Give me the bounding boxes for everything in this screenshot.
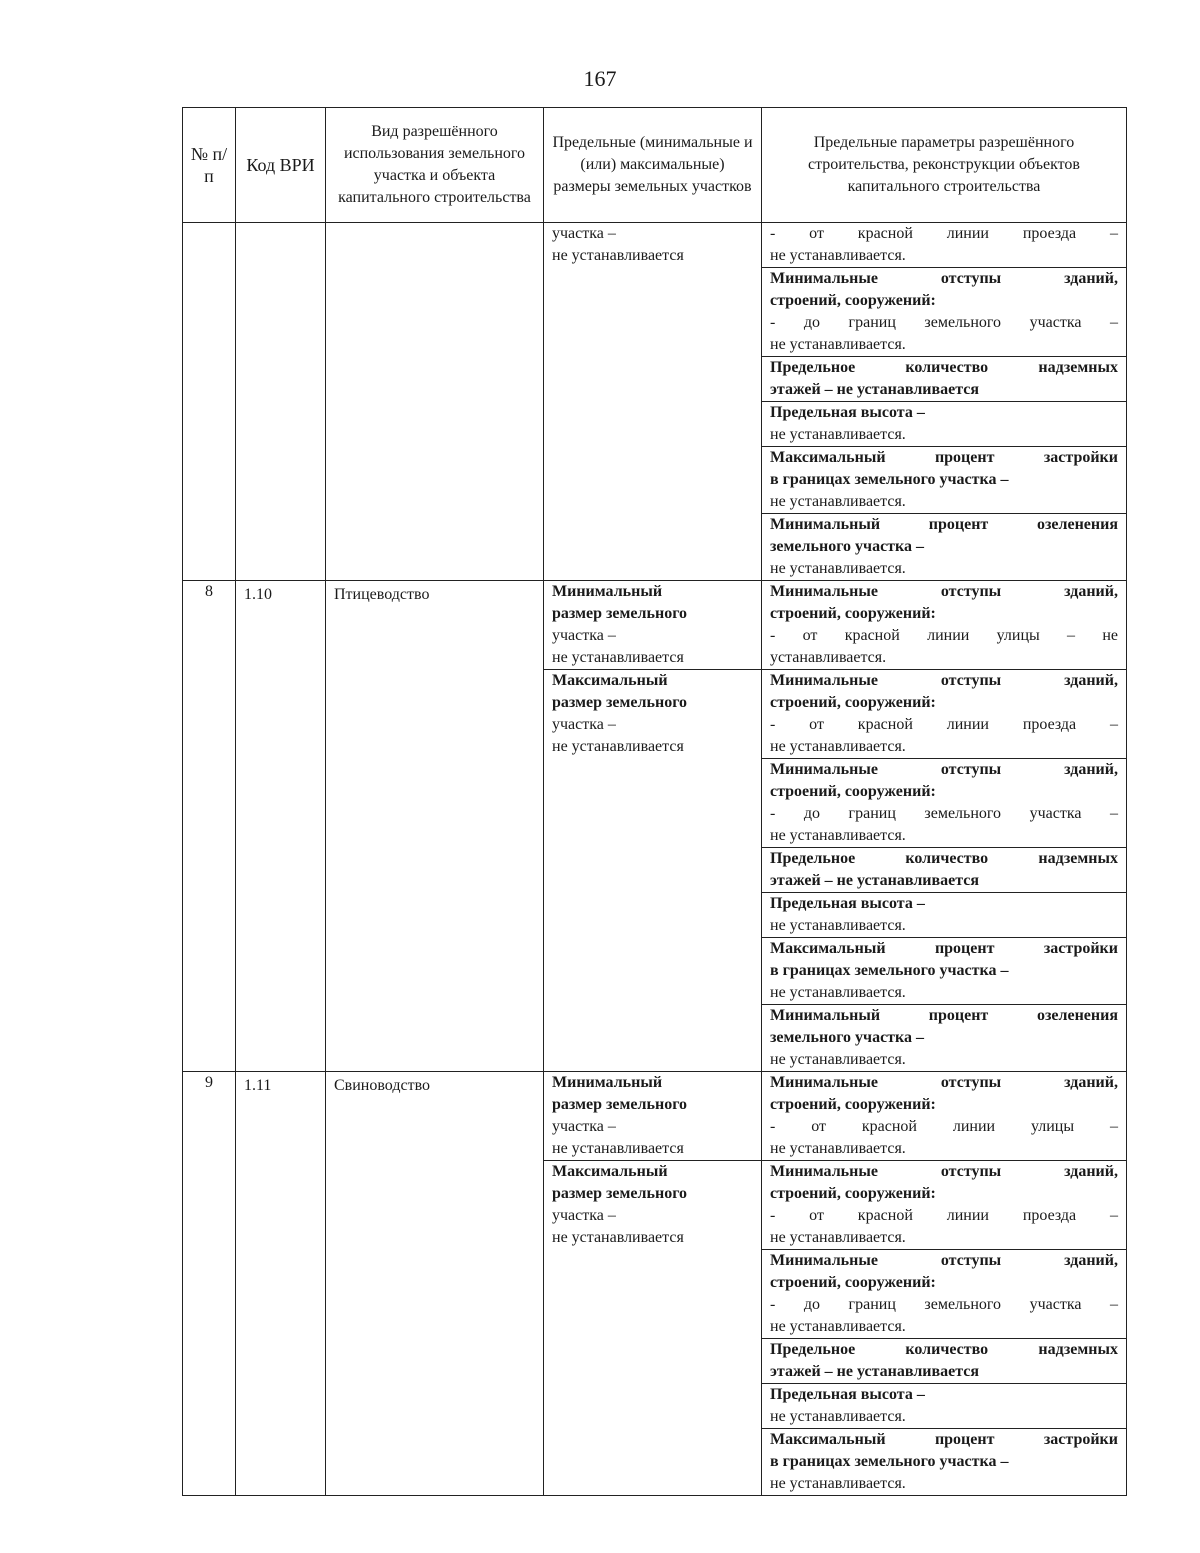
cell-line: не устанавливается. xyxy=(770,1051,906,1068)
num-cell: 9 xyxy=(183,1072,236,1496)
cell-line: Предельная высота – xyxy=(770,1386,925,1403)
cell-line: Максимальный процент застройки xyxy=(770,1431,1118,1448)
num-cell xyxy=(183,223,236,581)
cell-line: строений, сооружений: xyxy=(770,605,936,622)
table-row xyxy=(183,1072,1127,1161)
size-cell xyxy=(544,670,762,1072)
cell-line: не устанавливается. xyxy=(770,1318,906,1335)
size-cell xyxy=(544,223,762,581)
param-cell xyxy=(762,447,1127,514)
cell-line: Предельное количество надземных xyxy=(770,359,1118,376)
cell-line: Минимальный xyxy=(552,1074,663,1091)
cell-line: - до границ земельного участка – xyxy=(770,314,1118,331)
num-cell: 8 xyxy=(183,581,236,1072)
param-cell xyxy=(762,938,1127,1005)
cell-line: участка – xyxy=(552,716,616,733)
cell-line: размер земельного xyxy=(552,605,688,622)
cell-line: не устанавливается. xyxy=(770,917,906,934)
cell-line: участка – xyxy=(552,1207,616,1224)
cell-line: размер земельного xyxy=(552,1096,688,1113)
cell-line: строений, сооружений: xyxy=(770,292,936,309)
cell-line: участка – xyxy=(552,1118,616,1135)
cell-line: - от красной линии проезда – xyxy=(770,1207,1118,1224)
cell-line: размер земельного xyxy=(552,1185,688,1202)
cell-line: устанавливается. xyxy=(770,649,887,666)
param-cell xyxy=(762,1161,1127,1250)
table-row xyxy=(183,223,1127,268)
cell-line: - от красной линии улицы – xyxy=(770,1118,1118,1135)
cell-line: земельного участка – xyxy=(770,1029,925,1046)
cell-line: не устанавливается. xyxy=(770,247,906,264)
cell-line: не устанавливается. xyxy=(770,426,906,443)
cell-line: - от красной линии проезда – xyxy=(770,225,1118,242)
param-cell xyxy=(762,759,1127,848)
param-cell xyxy=(762,581,1127,670)
kind-cell: Птицеводство xyxy=(326,581,544,1072)
cell-line: этажей – не устанавливается xyxy=(770,1363,980,1380)
cell-line: в границах земельного участка – xyxy=(770,962,1009,979)
cell-line: не устанавливается xyxy=(552,738,684,755)
param-cell xyxy=(762,1429,1127,1496)
param-cell xyxy=(762,514,1127,581)
cell-line: Минимальные отступы зданий, xyxy=(770,270,1118,287)
cell-line: в границах земельного участка – xyxy=(770,471,1009,488)
cell-line: строений, сооружений: xyxy=(770,694,936,711)
cell-line: Минимальный процент озеленения xyxy=(770,516,1118,533)
cell-line: Минимальные отступы зданий, xyxy=(770,672,1118,689)
param-cell xyxy=(762,848,1127,893)
table-body xyxy=(183,223,1127,1496)
cell-line: Предельное количество надземных xyxy=(770,850,1118,867)
cell-line: не устанавливается. xyxy=(770,560,906,577)
cell-line: строений, сооружений: xyxy=(770,1185,936,1202)
cell-line: строений, сооружений: xyxy=(770,1274,936,1291)
cell-line: Максимальный xyxy=(552,672,668,689)
param-cell xyxy=(762,893,1127,938)
cell-line: Предельное количество надземных xyxy=(770,1341,1118,1358)
param-cell xyxy=(762,1072,1127,1161)
cell-line: этажей – не устанавливается xyxy=(770,381,980,398)
cell-line: - от красной линии улицы – не xyxy=(770,627,1118,644)
cell-line: не устанавливается xyxy=(552,247,684,264)
cell-line: не устанавливается. xyxy=(770,738,906,755)
cell-line: Максимальный процент застройки xyxy=(770,449,1118,466)
cell-line: Максимальный xyxy=(552,1163,668,1180)
header-code: Код ВРИ xyxy=(236,108,326,223)
code-cell: 1.10 xyxy=(236,581,326,1072)
cell-line: в границах земельного участка – xyxy=(770,1453,1009,1470)
cell-line: Минимальный xyxy=(552,583,663,600)
size-cell xyxy=(544,1072,762,1161)
cell-line: - от красной линии проезда – xyxy=(770,716,1118,733)
param-cell xyxy=(762,357,1127,402)
cell-line: строений, сооружений: xyxy=(770,783,936,800)
header-params: Предельные параметры разрешённого строительства, реконструкции объектов капитального строительства xyxy=(762,108,1127,223)
cell-line: Предельная высота – xyxy=(770,895,925,912)
code-cell: 1.11 xyxy=(236,1072,326,1496)
param-cell xyxy=(762,1339,1127,1384)
param-cell xyxy=(762,402,1127,447)
cell-line: Максимальный процент застройки xyxy=(770,940,1118,957)
param-cell xyxy=(762,268,1127,357)
cell-line: не устанавливается. xyxy=(770,1229,906,1246)
cell-line: Предельная высота – xyxy=(770,404,925,421)
cell-line: размер земельного xyxy=(552,694,688,711)
cell-line: строений, сооружений: xyxy=(770,1096,936,1113)
cell-line: не устанавливается. xyxy=(770,1140,906,1157)
cell-line: Минимальные отступы зданий, xyxy=(770,1163,1118,1180)
cell-line: не устанавливается. xyxy=(770,1408,906,1425)
size-cell xyxy=(544,581,762,670)
param-cell xyxy=(762,1384,1127,1429)
cell-line: не устанавливается. xyxy=(770,827,906,844)
cell-line: участка – xyxy=(552,627,616,644)
param-cell xyxy=(762,1005,1127,1072)
param-cell xyxy=(762,670,1127,759)
header-sizes: Предельные (минимальные и (или) максимальные) размеры земельных участков xyxy=(544,108,762,223)
code-cell xyxy=(236,223,326,581)
cell-line: Минимальные отступы зданий, xyxy=(770,1074,1118,1091)
cell-line: - до границ земельного участка – xyxy=(770,805,1118,822)
cell-line: Минимальный процент озеленения xyxy=(770,1007,1118,1024)
cell-line: этажей – не устанавливается xyxy=(770,872,980,889)
cell-line: - до границ земельного участка – xyxy=(770,1296,1118,1313)
table-row xyxy=(183,581,1127,670)
kind-cell xyxy=(326,223,544,581)
cell-line: участка – xyxy=(552,225,616,242)
regulations-table xyxy=(182,107,1127,1496)
size-cell xyxy=(544,1161,762,1496)
param-cell xyxy=(762,1250,1127,1339)
cell-line: Минимальные отступы зданий, xyxy=(770,583,1118,600)
cell-line: не устанавливается. xyxy=(770,336,906,353)
cell-line: не устанавливается. xyxy=(770,984,906,1001)
cell-line: не устанавливается xyxy=(552,649,684,666)
cell-line: не устанавливается. xyxy=(770,493,906,510)
param-cell xyxy=(762,223,1127,268)
cell-line: земельного участка – xyxy=(770,538,925,555)
cell-line: Минимальные отступы зданий, xyxy=(770,1252,1118,1269)
cell-line: не устанавливается xyxy=(552,1229,684,1246)
table-header-row xyxy=(183,108,1127,223)
header-num: № п/п xyxy=(183,108,236,223)
cell-line: не устанавливается. xyxy=(770,1475,906,1492)
cell-line: не устанавливается xyxy=(552,1140,684,1157)
cell-line: Минимальные отступы зданий, xyxy=(770,761,1118,778)
header-kind: Вид разрешённого использования земельного участка и объекта капитального строительства xyxy=(326,108,544,223)
kind-cell: Свиноводство xyxy=(326,1072,544,1496)
page-number: 167 xyxy=(583,66,617,91)
